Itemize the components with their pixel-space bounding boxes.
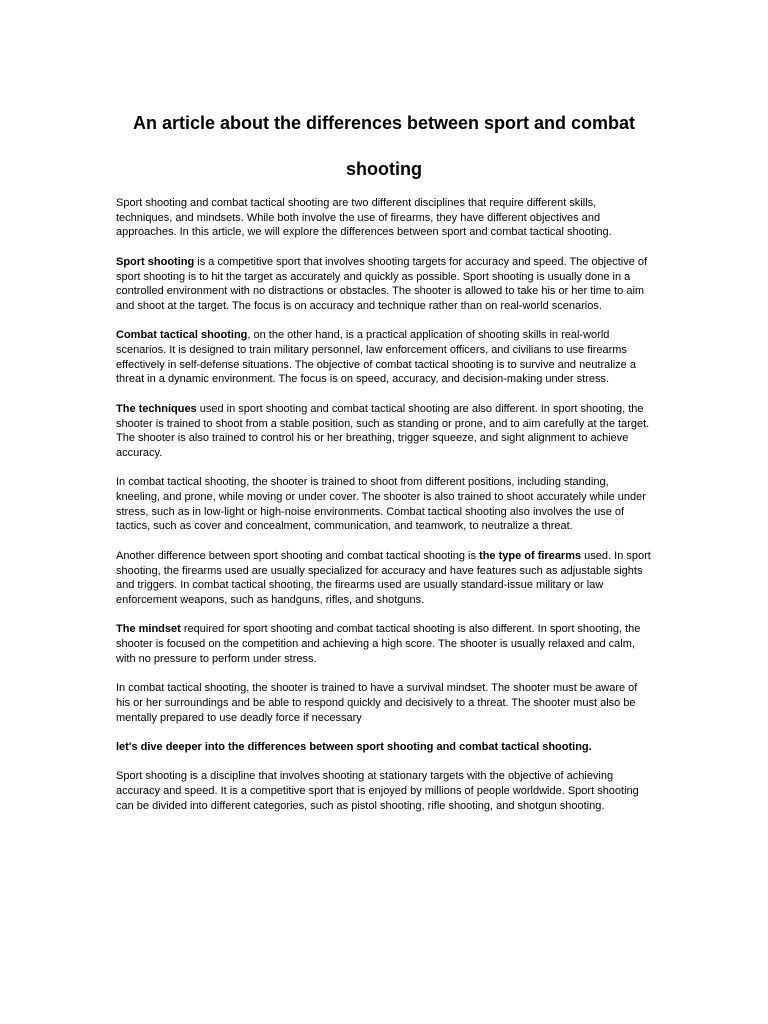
paragraph-text: Sport shooting and combat tactical shooting are two different disciplines that require different skills, techniques, and mindsets. While both involve the use of firearms, they have different objectives and approaches. In this article, we will explore the differences between sport and combat tactical shooting. bbox=[116, 197, 612, 239]
paragraph-text: required for sport shooting and combat tactical shooting is also different. In sport shooting, the shooter is focused on the competition and achieving a high score. The shooter is usually relaxed and calm, with no pressure to perform under stress. bbox=[116, 623, 641, 665]
paragraph-text: In combat tactical shooting, the shooter is trained to have a survival mindset. The shooter must be aware of his or her surroundings and be able to respond quickly and decisively to a threat. The shooter must also be mentally prepared to use deadly force if necessary bbox=[116, 682, 638, 724]
paragraph-text: Sport shooting is a discipline that involves shooting at stationary targets with the objective of achieving accuracy and speed. It is a competitive sport that is enjoyed by millions of people worldwide. Sport shooting can be divided into different categories, such as pistol shooting, rifle shooting, and shotgun shooting. bbox=[116, 770, 639, 812]
paragraph-sport-shooting bbox=[116, 255, 652, 314]
paragraph-text: , on the other hand, is a practical application of shooting skills in real-world scenarios. It is designed to train military personnel, law enforcement officers, and civilians to use firearms effectively in self-defense situations. The objective of combat tactical shooting is to survive and neutralize a threat in a dynamic environment. The focus is on speed, accuracy, and decision-making under stress. bbox=[116, 329, 636, 386]
paragraph-text: used in sport shooting and combat tactical shooting are also different. In sport shooting, the shooter is trained to shoot from a stable position, such as standing or prone, and to aim carefully at the target. The shooter is also trained to control his or her breathing, trigger squeeze, and sight alignment to achieve accuracy. bbox=[116, 402, 650, 459]
paragraph-text: Another difference between sport shooting and combat tactical shooting is bbox=[116, 549, 480, 562]
title-line-1: An article about the differences between sport and combat bbox=[132, 113, 636, 133]
paragraph-mindset bbox=[116, 622, 652, 666]
paragraph-subheading bbox=[116, 740, 652, 755]
paragraph-text: used. In sport shooting, the firearms used are usually specialized for accuracy and have features such as adjustable sights and triggers. In combat tactical shooting, the firearms used are usually standard-issue military or law enforcement weapons, such as handguns, rifles, and shotguns. bbox=[116, 549, 651, 606]
page-title bbox=[96, 100, 672, 192]
bold-term: Sport shooting bbox=[116, 255, 195, 268]
paragraph-text: is a competitive sport that involves shooting targets for accuracy and speed. The objective of sport shooting is to hit the target as accurately and quickly as possible. Sport shooting is usually done in a controlled environment with no distractions or obstacles. The shooter is allowed to take his or her time to aim and shoot at the target. The focus is on accuracy and technique rather than on real-world scenarios. bbox=[116, 255, 648, 312]
bold-term: the type of firearms bbox=[479, 549, 582, 562]
paragraph-combat-techniques bbox=[116, 475, 652, 534]
paragraph-firearms bbox=[116, 549, 652, 608]
paragraph-combat-shooting bbox=[116, 328, 652, 387]
bold-term: Combat tactical shooting bbox=[116, 329, 248, 342]
article-body bbox=[116, 196, 652, 828]
title-line-2: shooting bbox=[346, 159, 422, 179]
paragraph-text: In combat tactical shooting, the shooter is trained to shoot from different positions, including standing, kneeling, and prone, while moving or under cover. The shooter is also trained to shoot accurately while under stress, such as in low-light or high-noise environments. Combat tactical shooting also involves the use of tactics, such as cover and concealment, communication, and teamwork, to neutralize a threat. bbox=[116, 476, 646, 533]
bold-term: The mindset bbox=[116, 623, 181, 636]
paragraph-sport-discipline bbox=[116, 769, 652, 813]
paragraph-intro bbox=[116, 196, 652, 240]
paragraph-techniques bbox=[116, 402, 652, 461]
paragraph-survival-mindset bbox=[116, 681, 652, 725]
bold-subheading: let's dive deeper into the differences between sport shooting and combat tactical shooting. bbox=[116, 740, 592, 753]
bold-term: The techniques bbox=[116, 402, 197, 415]
